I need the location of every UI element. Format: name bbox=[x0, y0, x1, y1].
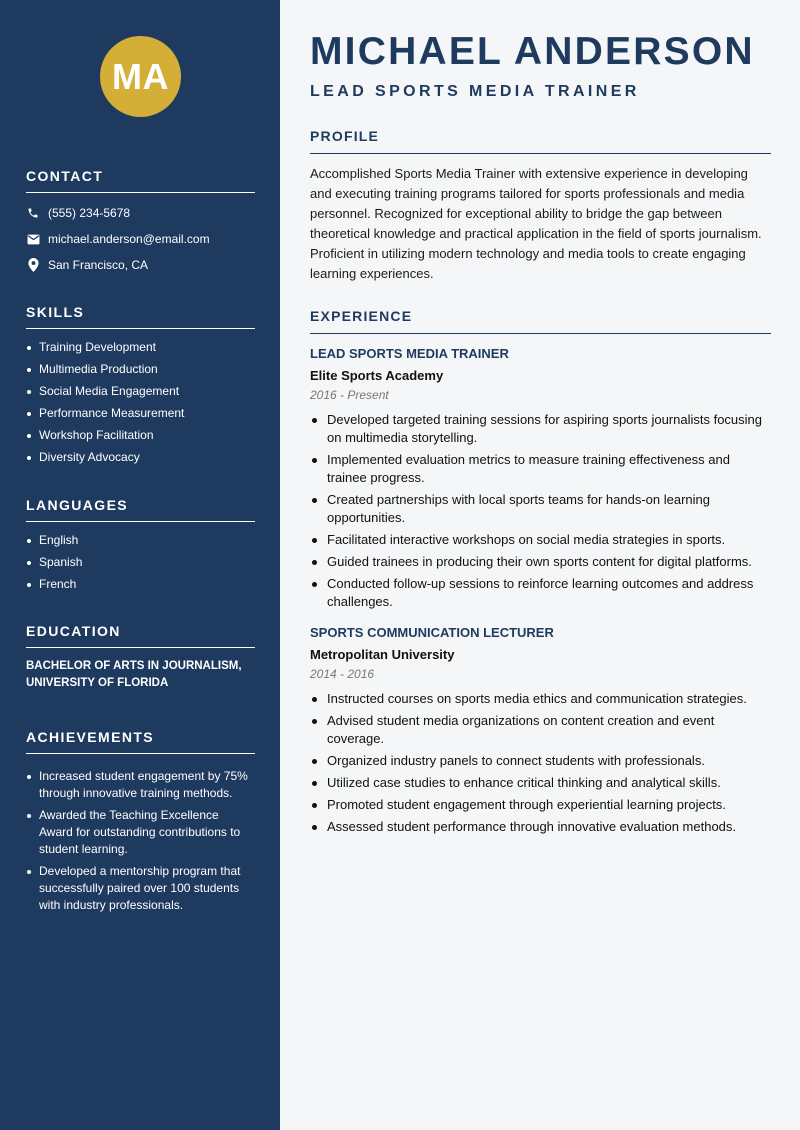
list-item: Guided trainees in producing their own sports content for digital platforms. bbox=[310, 553, 771, 571]
list-item: Diversity Advocacy bbox=[26, 449, 255, 466]
main-content bbox=[280, 0, 800, 1130]
list-item: Increased student engagement by 75% through innovative training methods. bbox=[26, 768, 255, 802]
list-item: Developed a mentorship program that successfully paired over 100 students with industry professionals. bbox=[26, 863, 255, 914]
sidebar bbox=[0, 0, 280, 1130]
languages-section bbox=[26, 497, 255, 598]
list-item: Spanish bbox=[26, 554, 255, 571]
list-item: Social Media Engagement bbox=[26, 383, 255, 400]
list-item: Advised student media organizations on content creation and event coverage. bbox=[310, 712, 771, 748]
list-item: English bbox=[26, 532, 255, 549]
achievements-heading: ACHIEVEMENTS bbox=[26, 729, 255, 754]
list-item: Multimedia Production bbox=[26, 361, 255, 378]
contact-heading: CONTACT bbox=[26, 168, 255, 193]
job-bullets bbox=[310, 690, 771, 836]
list-item: Conducted follow-up sessions to reinforce learning outcomes and address challenges. bbox=[310, 575, 771, 611]
phone-icon bbox=[26, 206, 40, 220]
education-section bbox=[26, 623, 255, 692]
location-pin-icon bbox=[26, 258, 40, 272]
achievements-section bbox=[26, 729, 255, 919]
education-degree: BACHELOR OF ARTS IN JOURNALISM, UNIVERSITY OF FLORIDA bbox=[26, 660, 242, 689]
languages-heading: LANGUAGES bbox=[26, 497, 255, 522]
profile-text: Accomplished Sports Media Trainer with extensive experience in developing and executing training programs tailored for sports professionals and media personnel. Recognized for exceptional ability to bridge the gap between theoretical knowledge and practical application in the field of sports journalism. Proficient in utilizing modern technology and media tools to create engaging learning experiences. bbox=[310, 166, 762, 281]
list-item: Instructed courses on sports media ethics and communication strategies. bbox=[310, 690, 771, 708]
skills-section bbox=[26, 304, 255, 471]
job-title: SPORTS COMMUNICATION LECTURER bbox=[310, 625, 554, 640]
experience-heading: EXPERIENCE bbox=[310, 308, 771, 334]
education-heading: EDUCATION bbox=[26, 623, 255, 648]
list-item: Developed targeted training sessions for aspiring sports journalists focusing on multimedia storytelling. bbox=[310, 411, 771, 447]
contact-section bbox=[26, 168, 255, 272]
list-item: Created partnerships with local sports teams for hands-on learning opportunities. bbox=[310, 491, 771, 527]
profile-heading: PROFILE bbox=[310, 128, 771, 154]
list-item: Performance Measurement bbox=[26, 405, 255, 422]
email-icon bbox=[26, 232, 40, 246]
list-item: Facilitated interactive workshops on social media strategies in sports. bbox=[310, 531, 771, 549]
list-item: Utilized case studies to enhance critical thinking and analytical skills. bbox=[310, 774, 771, 792]
job-entry bbox=[310, 346, 771, 611]
contact-email bbox=[26, 232, 255, 246]
list-item: Awarded the Teaching Excellence Award for outstanding contributions to student learning. bbox=[26, 807, 255, 858]
list-item: Assessed student performance through innovative evaluation methods. bbox=[310, 818, 771, 836]
languages-list bbox=[26, 532, 255, 593]
candidate-name: MICHAEL ANDERSON bbox=[310, 30, 755, 73]
job-company: Elite Sports Academy bbox=[310, 368, 444, 383]
list-item: Training Development bbox=[26, 339, 255, 356]
candidate-role: LEAD SPORTS MEDIA TRAINER bbox=[310, 83, 640, 100]
job-entry bbox=[310, 625, 771, 836]
skills-heading: SKILLS bbox=[26, 304, 255, 329]
achievements-list bbox=[26, 768, 255, 914]
list-item: Workshop Facilitation bbox=[26, 427, 255, 444]
list-item: French bbox=[26, 576, 255, 593]
list-item: Implemented evaluation metrics to measure training effectiveness and trainee progress. bbox=[310, 451, 771, 487]
list-item: Organized industry panels to connect students with professionals. bbox=[310, 752, 771, 770]
avatar-initials: MA bbox=[112, 55, 169, 97]
list-item: Promoted student engagement through experiential learning projects. bbox=[310, 796, 771, 814]
phone-text[interactable]: (555) 234-5678 bbox=[48, 206, 131, 220]
avatar bbox=[100, 36, 181, 117]
contact-phone bbox=[26, 206, 255, 220]
job-company: Metropolitan University bbox=[310, 647, 455, 662]
job-dates: 2014 - 2016 bbox=[310, 667, 375, 681]
skills-list bbox=[26, 339, 255, 466]
location-text: San Francisco, CA bbox=[48, 258, 149, 272]
contact-location bbox=[26, 258, 255, 272]
experience-section bbox=[310, 308, 771, 840]
profile-section bbox=[310, 128, 771, 284]
job-dates: 2016 - Present bbox=[310, 388, 389, 402]
job-title: LEAD SPORTS MEDIA TRAINER bbox=[310, 346, 509, 361]
job-bullets bbox=[310, 411, 771, 611]
email-text[interactable]: michael.anderson@email.com bbox=[48, 232, 210, 246]
